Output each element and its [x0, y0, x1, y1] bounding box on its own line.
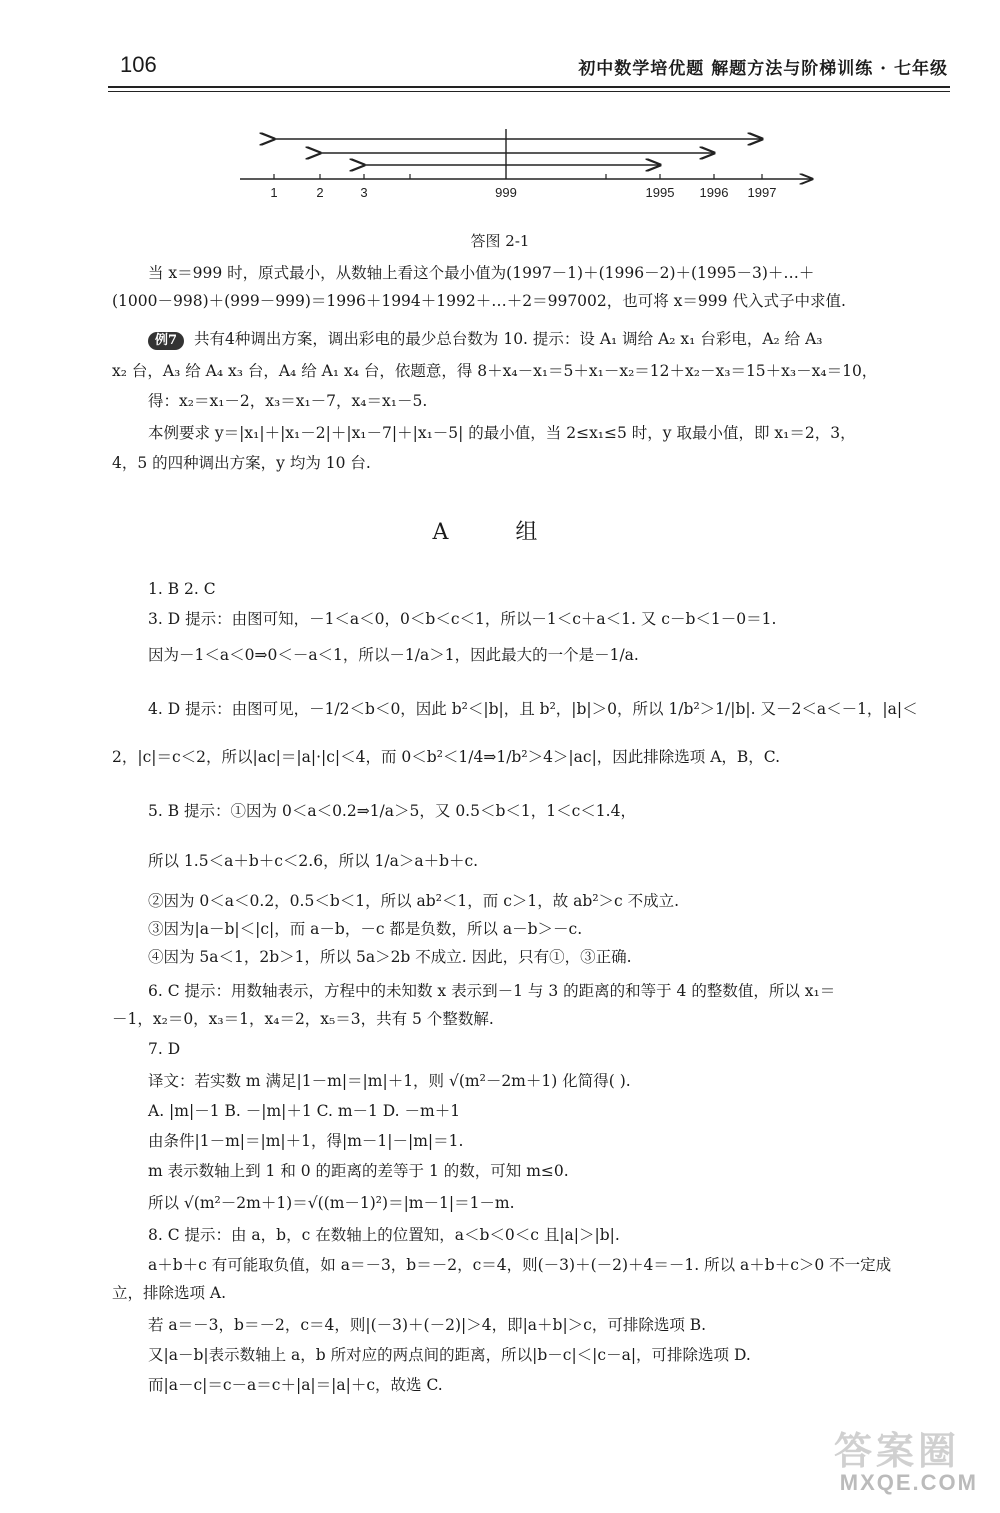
- answer-line: ②因为 0＜a＜0.2，0.5＜b＜1，所以 ab²＜1，而 c＞1，故 ab²＞c 不成立.: [148, 892, 680, 910]
- answer-line: 又|a－b|表示数轴上 a，b 所对应的两点间的距离，所以|b－c|＜|c－a|，可排除选项 D.: [148, 1346, 751, 1364]
- text-line: 本例要求 y＝|x₁|＋|x₁－2|＋|x₁－7|＋|x₁－5| 的最小值，当 2≤x₁≤5 时，y 取最小值，即 x₁＝2，3，: [148, 424, 856, 442]
- answer-line: m 表示数轴上到 1 和 0 的距离的差等于 1 的数，可知 m≤0.: [148, 1162, 569, 1180]
- answer-line: 而|a－c|＝c－a＝c＋|a|＝|a|＋c，故选 C.: [148, 1376, 443, 1394]
- answer-line: ④因为 5a＜1，2b＞1，所以 5a＞2b 不成立. 因此，只有①，③正确.: [148, 948, 632, 966]
- answer-line: 4. D 提示：由图可见，－1/2＜b＜0，因此 b²＜|b|，且 b²，|b|＞0，所以 1/b²＞1/|b|. 又－2＜a＜－1，|a|＜: [148, 700, 918, 718]
- answer-line: 5. B 提示：①因为 0＜a＜0.2⇒1/a＞5，又 0.5＜b＜1，1＜c＜1.4，: [148, 802, 636, 820]
- answer-line: 所以 √(m²－2m＋1)＝√((m－1)²)＝|m－1|＝1－m.: [148, 1194, 515, 1212]
- answer-line: －1，x₂＝0，x₃＝1，x₄＝2，x₅＝3，共有 5 个整数解.: [112, 1010, 494, 1028]
- text-line: x₂ 台，A₃ 给 A₄ x₃ 台，A₄ 给 A₁ x₄ 台，依题意，得 8＋x₄－x₁＝5＋x₁－x₂＝12＋x₂－x₃＝15＋x₃－x₄＝10，: [112, 362, 878, 380]
- answer-line: 若 a＝－3，b＝－2，c＝4，则|(－3)＋(－2)|＞4，即|a＋b|＞c，可排除选项 B.: [148, 1316, 707, 1334]
- example-line: [148, 328, 948, 350]
- answer-line: 2，|c|＝c＜2，所以|ac|＝|a|·|c|＜4，而 0＜b²＜1/4⇒1/b²＞4＞|ac|，因此排除选项 A，B，C.: [112, 748, 781, 766]
- page-number: 106: [120, 52, 157, 77]
- answer-line: 3. D 提示：由图可知，－1＜a＜0，0＜b＜c＜1，所以－1＜c＋a＜1. 又 c－b＜1－0＝1.: [148, 610, 777, 628]
- answer-line: 6. C 提示：用数轴表示，方程中的未知数 x 表示到－1 与 3 的距离的和等于 4 的整数值，所以 x₁＝: [148, 982, 836, 1000]
- figure-caption: 答图 2-1: [470, 232, 530, 250]
- tick-label: 3: [360, 185, 368, 200]
- answer-line: 立，排除选项 A.: [112, 1284, 227, 1302]
- text-line: 共有4种调出方案，调出彩电的最少总台数为 10. 提示：设 A₁ 调给 A₂ x₁ 台彩电，A₂ 给 A₃: [194, 330, 823, 348]
- tick-label: 1: [270, 185, 278, 200]
- text-line: (1000－998)＋(999－999)＝1996＋1994＋1992＋…＋2＝997002，也可将 x＝999 代入式子中求值.: [112, 292, 846, 310]
- answer-line: 1. B 2. C: [148, 580, 216, 598]
- answer-line: 所以 1.5＜a＋b＋c＜2.6，所以 1/a＞a＋b＋c.: [148, 852, 479, 870]
- answer-line: a＋b＋c 有可能取负值，如 a＝－3，b＝－2，c＝4，则(－3)＋(－2)＋4＝－1. 所以 a＋b＋c＞0 不一定成: [148, 1256, 892, 1274]
- number-line-figure: [230, 125, 830, 205]
- answer-line: 由条件|1－m|＝|m|＋1，得|m－1|－|m|＝1.: [148, 1132, 464, 1150]
- example-badge: 例7: [148, 332, 184, 350]
- watermark-logo: 答案圈: [833, 1428, 960, 1473]
- tick-label: 1996: [699, 185, 729, 200]
- answer-line: 因为－1＜a＜0⇒0＜－a＜1，所以－1/a＞1，因此最大的一个是－1/a.: [148, 646, 639, 664]
- text-line: 4，5 的四种调出方案，y 均为 10 台.: [112, 454, 371, 472]
- answer-line: 8. C 提示：由 a，b，c 在数轴上的位置知，a＜b＜0＜c 且|a|＞|b|.: [148, 1226, 620, 1244]
- tick-label: 2: [316, 185, 324, 200]
- group-title: A 组: [432, 520, 568, 545]
- text-line: 当 x＝999 时，原式最小，从数轴上看这个最小值为(1997－1)＋(1996－2)＋(1995－3)＋…＋: [148, 264, 815, 282]
- answer-line: A. |m|－1 B. －|m|＋1 C. m－1 D. －m＋1: [148, 1102, 461, 1120]
- book-title: 初中数学培优题 解题方法与阶梯训练 · 七年级: [578, 59, 948, 79]
- tick-label: 1997: [747, 185, 777, 200]
- text-line: 得：x₂＝x₁－2，x₃＝x₁－7，x₄＝x₁－5.: [148, 392, 428, 410]
- answer-line: 译文：若实数 m 满足|1－m|＝|m|＋1，则 √(m²－2m＋1) 化简得( ).: [148, 1072, 631, 1090]
- header-rule: [108, 86, 950, 88]
- answer-line: ③因为|a－b|＜|c|，而 a－b，－c 都是负数，所以 a－b＞－c.: [148, 920, 583, 938]
- watermark-url: MXQE.COM: [839, 1470, 978, 1495]
- tick-label: 999: [495, 185, 517, 200]
- answer-line: 7. D: [148, 1040, 181, 1058]
- tick-label: 1995: [645, 185, 675, 200]
- header-rule-thin: [108, 91, 950, 92]
